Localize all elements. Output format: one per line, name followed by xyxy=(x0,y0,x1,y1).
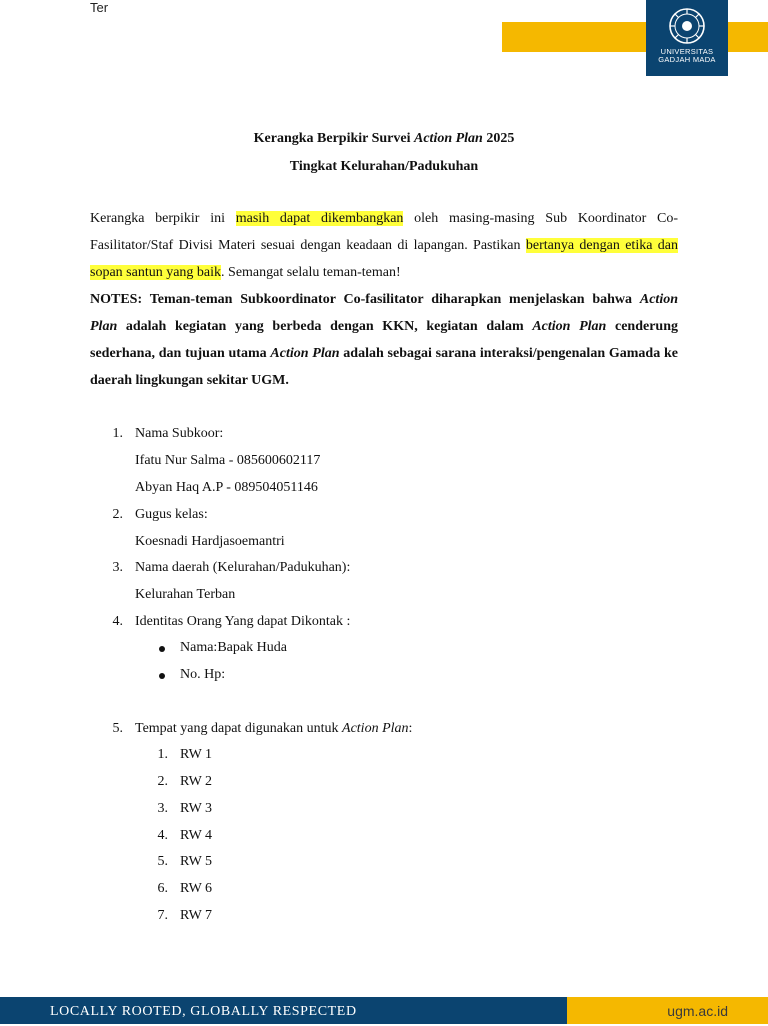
highlight-text: masih dapat dikembangkan xyxy=(235,211,404,226)
list-number: 4. xyxy=(112,614,123,629)
list-item-detail: Koesnadi Hardjasoemantri xyxy=(135,534,285,549)
notes-paragraph: NOTES: Teman-teman Subkoordinator Co-fasilitator diharapkan menjelaskan bahwa Action Plan adalah kegiatan yang berbeda dengan KKN, kegiatan dalam Action Plan cenderung sederhana, dan tujuan utama Action Plan adalah sebagai sarana interaksi/pengenalan Gamada ke daerah lingkungan sekitar UGM. xyxy=(90,292,678,388)
document-subtitle: Tingkat Kelurahan/Padukuhan xyxy=(289,159,479,174)
list-item-label: Nama Subkoor: xyxy=(135,426,224,441)
list-number: 3. xyxy=(112,560,123,575)
logo-line2: GADJAH MADA xyxy=(658,55,716,64)
logo-line1: UNIVERSITAS xyxy=(660,47,714,56)
title-italic: Action Plan xyxy=(414,131,483,146)
ugm-emblem-icon xyxy=(667,6,707,46)
bullet-item: No. Hp: xyxy=(180,667,226,682)
ugm-logo xyxy=(646,0,728,76)
list-item-detail: Abyan Haq A.P - 089504051146 xyxy=(135,480,318,495)
page-footer xyxy=(0,997,768,1024)
intro-paragraph: Kerangka berpikir ini masih dapat dikembangkan oleh masing-masing Sub Koordinator Co-Fasilitator/Staf Divisi Materi sesuai dengan keadaan di lapangan. Pastikan bertanya dengan etika dan sopan santun yang baik. Semangat selalu teman-teman! xyxy=(90,211,678,280)
header-accent-band xyxy=(502,22,768,52)
list-number: 5. xyxy=(112,721,123,736)
bullet-icon xyxy=(159,673,165,679)
list-item-detail: Kelurahan Terban xyxy=(135,587,236,602)
footer-url: ugm.ac.id xyxy=(567,997,768,1024)
list-number: 2. xyxy=(112,507,123,522)
document-title: Kerangka Berpikir Survei Action Plan 2025 xyxy=(253,131,515,146)
list-number: 1. xyxy=(112,426,123,441)
bullet-icon xyxy=(159,646,165,652)
bullet-item: Nama:Bapak Huda xyxy=(180,640,287,655)
header-text: Ter xyxy=(90,0,109,15)
list-item-label: Gugus kelas: xyxy=(135,507,208,522)
list-item-label: Nama daerah (Kelurahan/Padukuhan): xyxy=(135,560,351,575)
list-item-label: Tempat yang dapat digunakan untuk Action Plan: xyxy=(135,721,413,736)
list-item-label: Identitas Orang Yang dapat Dikontak : xyxy=(135,614,351,629)
highlight-text: bertanya dengan etika dan sopan santun yang baik xyxy=(90,238,678,280)
footer-tagline: LOCALLY ROOTED, GLOBALLY RESPECTED xyxy=(0,997,567,1024)
list-item-detail: Ifatu Nur Salma - 085600602117 xyxy=(135,453,321,468)
